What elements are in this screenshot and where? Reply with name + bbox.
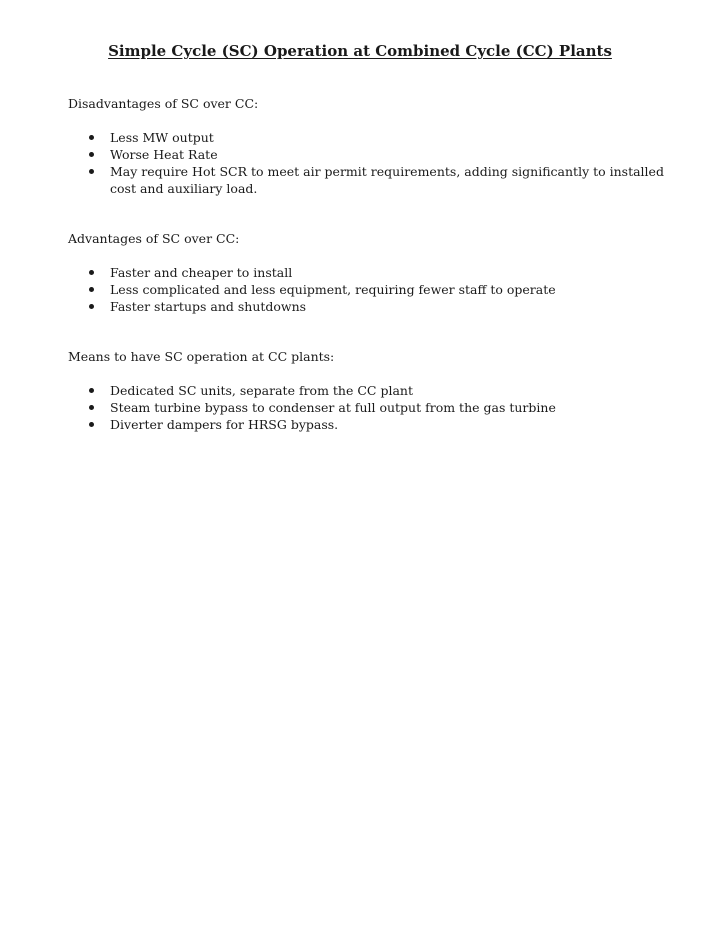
page-title: Simple Cycle (SC) Operation at Combined Cycle (CC) Plants (108, 42, 612, 60)
bullet-icon (89, 270, 94, 275)
bullet-icon (89, 169, 94, 174)
list-item-text: Faster startups and shutdowns (110, 299, 307, 314)
list-item-text: Faster and cheaper to install (110, 265, 293, 280)
bullet-list (68, 382, 668, 433)
bullet-icon (89, 422, 94, 427)
list-item (68, 416, 668, 433)
section-heading: Disadvantages of SC over CC: (68, 96, 259, 111)
bullet-icon (89, 304, 94, 309)
list-item-text: Steam turbine bypass to condenser at full output from the gas turbine (110, 400, 556, 415)
list-item (68, 281, 668, 298)
bullet-icon (89, 135, 94, 140)
section-means (68, 348, 668, 433)
section-disadvantages (68, 95, 668, 197)
bullet-icon (89, 152, 94, 157)
list-item-text: Less complicated and less equipment, requiring fewer staff to operate (110, 282, 556, 297)
list-item-text: Worse Heat Rate (110, 147, 218, 162)
bullet-icon (89, 405, 94, 410)
bullet-icon (89, 287, 94, 292)
list-item-text: Diverter dampers for HRSG bypass. (110, 417, 339, 432)
bullet-list (68, 129, 668, 197)
list-item-text: May require Hot SCR to meet air permit requirements, adding significantly to installed cost and auxiliary load. (110, 164, 664, 196)
list-item-text: Dedicated SC units, separate from the CC plant (110, 383, 413, 398)
list-item (68, 399, 668, 416)
list-item (68, 382, 668, 399)
section-heading: Advantages of SC over CC: (68, 231, 240, 246)
list-item (68, 129, 668, 146)
section-heading: Means to have SC operation at CC plants: (68, 349, 335, 364)
list-item-text: Less MW output (110, 130, 214, 145)
bullet-icon (89, 388, 94, 393)
list-item (68, 163, 668, 197)
bullet-list (68, 264, 668, 315)
list-item (68, 264, 668, 281)
section-advantages (68, 230, 668, 315)
list-item (68, 146, 668, 163)
list-item (68, 298, 668, 315)
